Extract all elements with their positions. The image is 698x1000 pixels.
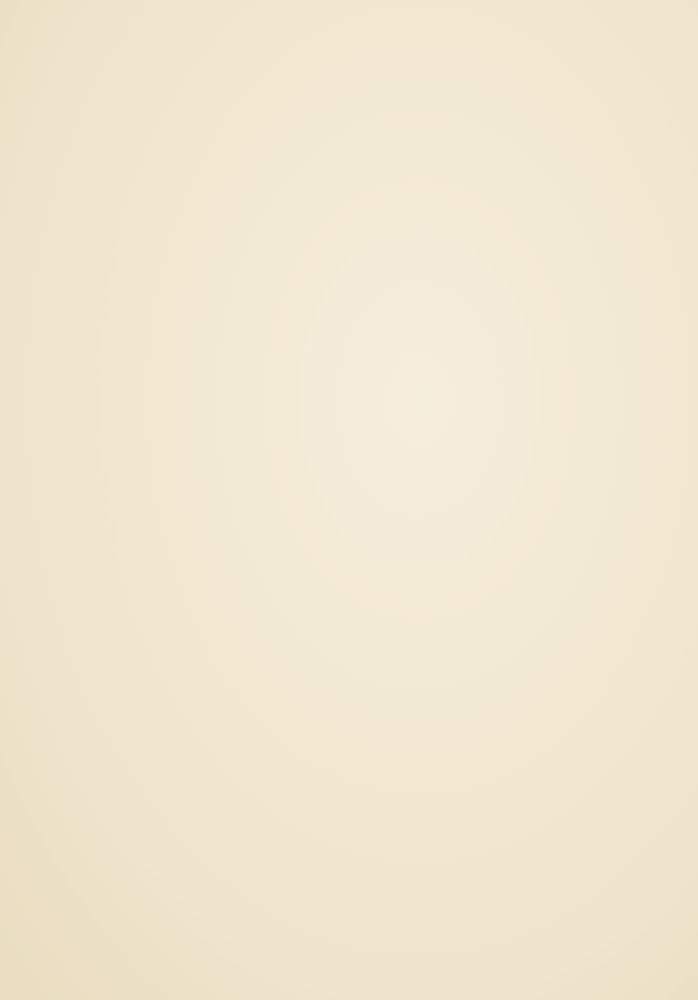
page-header	[114, 76, 140, 94]
